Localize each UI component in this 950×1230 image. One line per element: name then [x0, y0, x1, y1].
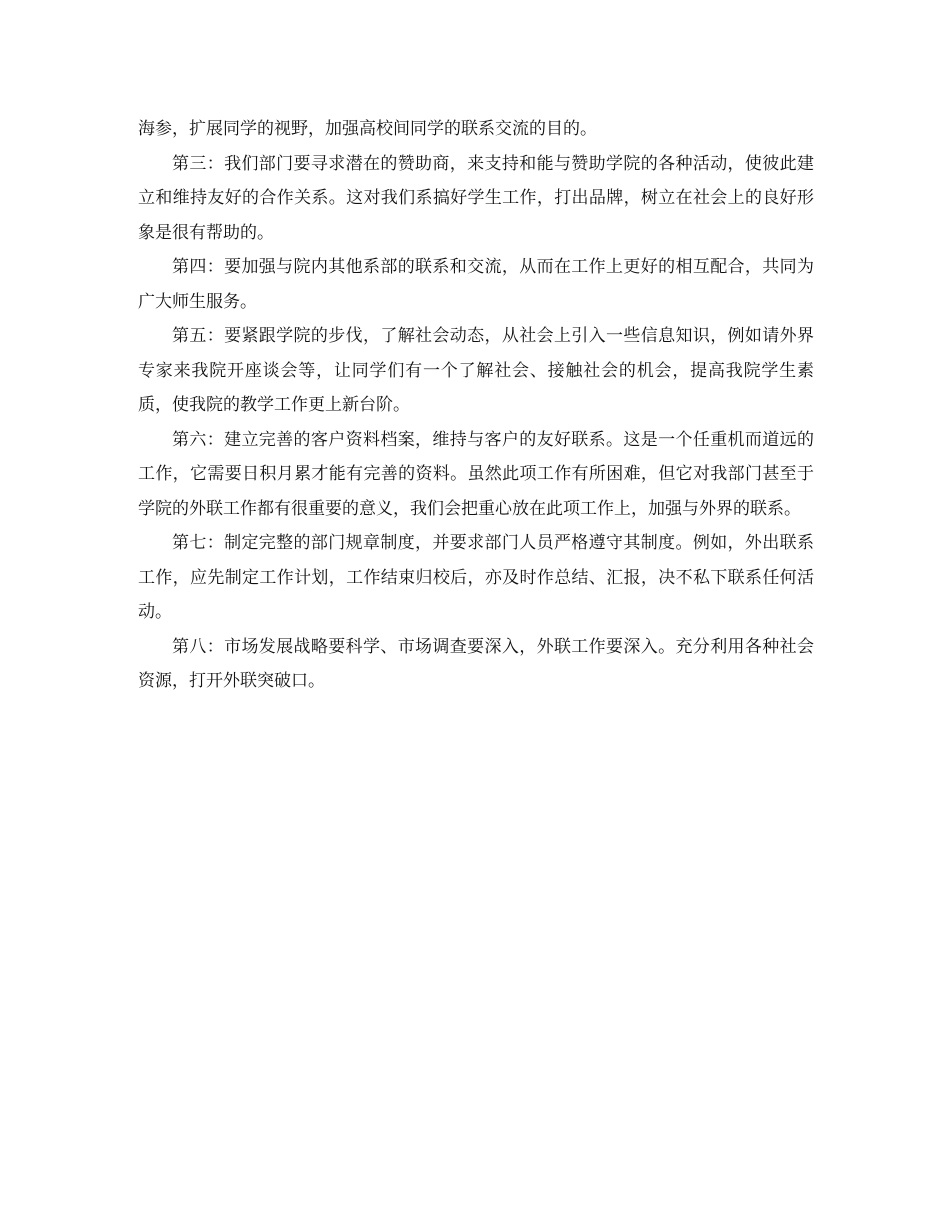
paragraph-continuation: 海参，扩展同学的视野，加强高校间同学的联系交流的目的。	[138, 119, 597, 139]
document-body	[138, 112, 814, 699]
paragraph-point-seven: 第七：制定完整的部门规章制度，并要求部门人员严格遵守其制度。例如，外出联系工作，应先制定工作计划，工作结束归校后，亦及时作总结、汇报，决不私下联系任何活动。	[138, 533, 814, 622]
paragraph-point-six: 第六：建立完善的客户资料档案，维持与客户的友好联系。这是一个任重机而道远的工作，它需要日积月累才能有完善的资料。虽然此项工作有所困难，但它对我部门甚至于学院的外联工作都有很重要的意义，我们会把重心放在此项工作上，加强与外界的联系。	[138, 429, 814, 519]
paragraph-point-four: 第四：要加强与院内其他系部的联系和交流，从而在工作上更好的相互配合，共同为广大师生服务。	[138, 257, 814, 312]
paragraph-point-five: 第五：要紧跟学院的步伐，了解社会动态，从社会上引入一些信息知识，例如请外界专家来我院开座谈会等，让同学们有一个了解社会、接触社会的机会，提高我院学生素质，使我院的教学工作更上新台阶。	[138, 326, 814, 415]
paragraph-point-eight: 第八：市场发展战略要科学、市场调查要深入，外联工作要深入。充分利用各种社会资源，打开外联突破口。	[138, 636, 814, 691]
paragraph-point-three: 第三：我们部门要寻求潜在的赞助商，来支持和能与赞助学院的各种活动，使彼此建立和维持友好的合作关系。这对我们系搞好学生工作，打出品牌，树立在社会上的良好形象是很有帮助的。	[138, 153, 814, 243]
